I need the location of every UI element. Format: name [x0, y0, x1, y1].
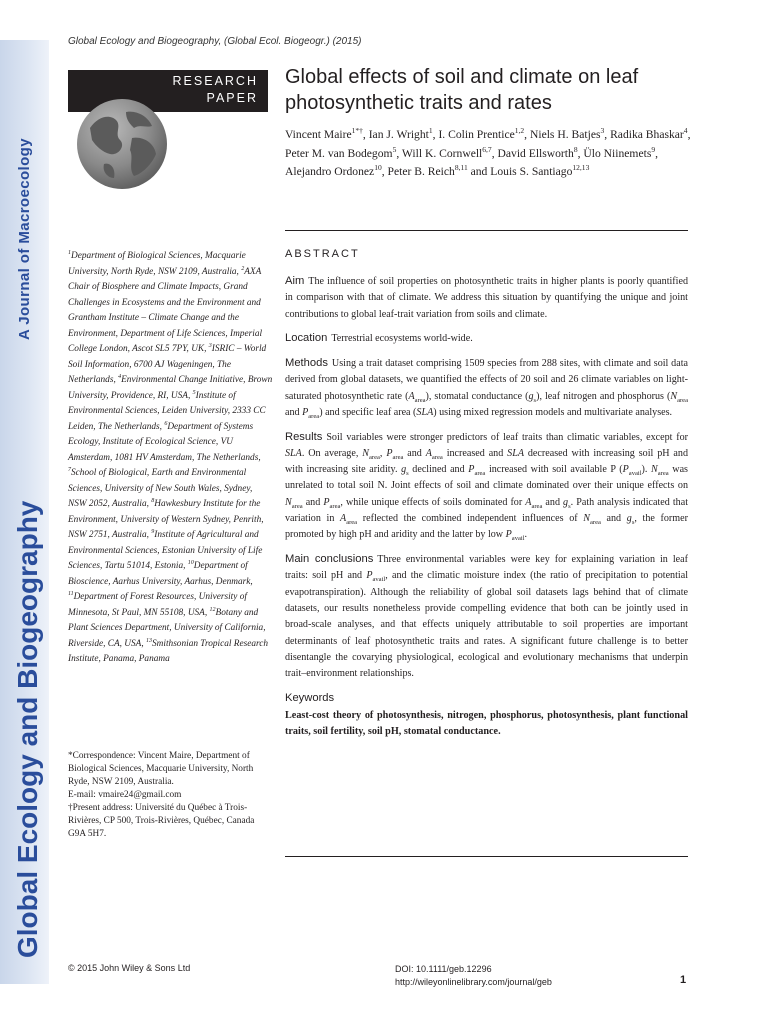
sidebar-tagline: A Journal of Macroecology — [16, 138, 33, 340]
affiliation-text: Department of Bioscience, Aarhus University, Aarhus, Denmark, — [68, 561, 253, 587]
journal-citation: Global Ecology and Biogeography, (Global Ecol. Biogeogr.) (2015) — [68, 36, 362, 47]
author-name: Alejandro Ordonez$^{10}$ — [285, 163, 382, 178]
affiliation-number: 13 — [145, 637, 153, 644]
affiliation-number: 2 — [241, 265, 245, 272]
author-name: David Ellsworth$^8$ — [497, 144, 578, 160]
affiliation-text: Smithsonian Tropical Research Institute, Panama, Panama — [68, 638, 269, 664]
author-name: Ian J. Wright$^1$ — [368, 126, 433, 141]
abstract-section-text: Terrestrial ecosystems world-wide. — [331, 333, 473, 345]
affiliation-number: 11 — [68, 590, 74, 597]
copyright: © 2015 John Wiley & Sons Ltd — [68, 963, 191, 973]
page-number: 1 — [680, 974, 687, 986]
abstract-section-label: Location — [285, 332, 328, 345]
rule-bottom — [285, 856, 688, 857]
affiliation-number: 3 — [208, 342, 212, 349]
keywords-heading: Keywords — [285, 691, 335, 704]
affiliation-text: School of Biological, Earth and Environmental Sciences, University of New South Wales, Sydney, NSW 2052, Australia, — [68, 468, 253, 509]
abstract-section-label: Aim — [285, 275, 305, 287]
author-name: I. Colin Prentice$^{1,2}$ — [438, 126, 525, 141]
affiliation-text: Botany and Plant Sciences Department, University of California, Riverside, CA, USA, — [68, 607, 266, 649]
affiliation-number: 8 — [151, 497, 155, 504]
affiliation-number: 5 — [192, 389, 196, 396]
author-affiliation-marker: 1,2 — [514, 126, 525, 136]
abstract-heading: ABSTRACT — [285, 248, 360, 260]
affiliation-text: Department of Forest Resources, University of Minnesota, St Paul, MN 55108, USA, — [68, 592, 247, 618]
abstract-body — [285, 273, 688, 741]
journal-sidebar — [0, 40, 49, 984]
author-affiliation-marker: 4 — [683, 126, 688, 136]
abstract-section-label: Main conclusions — [285, 553, 374, 566]
affiliation-number: 9 — [151, 528, 155, 535]
affiliations — [68, 249, 273, 668]
author-affiliation-marker: 9 — [651, 144, 656, 154]
abstract-section-label: Results — [285, 430, 323, 443]
affiliation-text: Department of Systems Ecology, Institute of Ecological Science, VU Amsterdam, 1081 HV Amsterdam, The Netherlands, — [68, 421, 261, 463]
abstract-sections — [285, 273, 688, 682]
author-name: Radika Bhaskar$^4$ — [610, 126, 688, 141]
abstract-section — [285, 273, 688, 323]
author-affiliation-marker: 3 — [600, 126, 605, 136]
affiliation-number: 10 — [187, 559, 194, 566]
article-title: Global effects of soil and climate on leaf photosynthetic traits and rates — [285, 66, 639, 114]
affiliation-text: AXA Chair of Biosphere and Climate Impacts, Grand Challenges in Ecosystems and the Environment and Grantham Institute – Climate Change and the Environment, Department of Life Sciences, Imperial College London, Ascot SL5 7PY, UK, — [68, 266, 263, 354]
sidebar-journal-name: Global Ecology and Biogeography — [12, 500, 43, 958]
keywords-text: Least-cost theory of photosynthesis, nitrogen, phosphorus, photosynthesis, plant functional traits, soil fertility, soil pH, stomatal conductance. — [285, 710, 688, 738]
abstract-section-text: Three environmental variables were key for explaining variation in leaf traits: soil pH and $P_{avail}$, and the climatic moisture index (the ratio of precipitation to potential evapotranspiration). Although the reliability of global soil datasets lags behind that of climate datasets, our results nonetheless provide compelling evidence that both can be jointly used in broad-scale analyses, and that effects uniquely attributable to soil properties are important determinants of leaf photosynthetic traits and rates. A significant future challenge is to better disentangle the covarying physiological, ecological and evolutionary mechanisms that underpin trait–environment relationships. — [285, 554, 688, 680]
abstract-section — [285, 429, 688, 544]
author-affiliation-marker: 5 — [392, 144, 397, 154]
affiliation-number: 6 — [164, 420, 168, 427]
doi: DOI: 10.1111/geb.12296 — [395, 964, 492, 974]
journal-url-link[interactable]: http://wileyonlinelibrary.com/journal/geb — [395, 977, 552, 987]
author-name: Peter B. Reich$^{8,11}$ — [387, 163, 468, 178]
affiliation-text: ISRIC – World Soil Information, 6700 AJ Wageningen, The Netherlands, — [68, 344, 267, 385]
author-affiliation-marker: 1 — [428, 126, 433, 136]
author-affiliation-marker: 12,13 — [572, 163, 590, 173]
abstract-section-text: Using a trait dataset comprising 1509 species from 288 sites, with climate and soil data derived from global datasets, we quantified the effects of 20 soil and 26 climate variables on light-saturated photosynthetic rate $(A_{area})$, stomatal conductance $(g_s)$, leaf nitrogen and phosphorus ($N_{area}$ and $P_{area}$) and specific leaf area (SLA) using mixed regression models and multivariate analyses. — [285, 357, 688, 420]
abstract-section — [285, 355, 688, 421]
author-name: Peter M. van Bodegom$^5$ — [285, 144, 397, 160]
badge-line-2: PAPER — [206, 91, 258, 105]
affiliation-text: Institute of Environmental Sciences, Leiden University, 2333 CC Leiden, The Netherlands, — [68, 390, 266, 432]
abstract-section-label: Methods — [285, 356, 328, 369]
author-affiliation-marker: 1*† — [351, 126, 363, 136]
affiliation-text: Environmental Change Initiative, Brown University, Providence, RI, USA, — [68, 375, 273, 401]
affiliation-number: 7 — [68, 466, 72, 473]
badge-line-1: RESEARCH — [172, 74, 258, 88]
present-address: †Present address: Université du Québec à Trois-Rivières, CP 500, Trois-Rivières, Québec, Canada G9A 5H7. — [68, 803, 255, 839]
author-affiliation-marker: 8,11 — [454, 163, 468, 173]
rule-top — [285, 230, 688, 231]
author-name: Ülo Niinemets$^9$ — [583, 144, 656, 160]
author-affiliation-marker: 8 — [573, 144, 578, 154]
correspondence-email: E-mail: vmaire24@gmail.com — [68, 790, 182, 800]
affiliation-number: 12 — [209, 606, 216, 613]
correspondence-address: *Correspondence: Vincent Maire, Department of Biological Sciences, Macquarie University, North Ryde, NSW 2109, Australia. — [68, 751, 254, 787]
footer-links — [395, 963, 552, 989]
abstract-section-text: Soil variables were stronger predictors of leaf traits than climatic variables, except for SLA. On average, $N_{area}$, $P_{area}$ and $A_{area}$ increased and SLA decreased with increasing soil pH and with increasing site aridity. $g_s$ declined and $P_{area}$ increased with soil available P $(P_{avail})$. $N_{area}$ was unrelated to total soil N. Joint effects of soil and climate dominated over their unique effects on $N_{area}$ and $P_{area}$, while unique effects of soils dominated for $A_{area}$ and $g_s$. Path analysis indicated that variation in $A_{area}$ reflected the combined independent influences of $N_{area}$ and $g_s$, the former promoted by high pH and aridity and the latter by low $P_{avail}$. — [285, 431, 688, 543]
abstract-section-text: The influence of soil properties on photosynthetic traits in higher plants is poorly quantified in comparison with that of climate. We address this situation by quantifying the unique and joint contributions to global leaf-trait variation from soils and climate. — [285, 276, 688, 320]
author-name: Vincent Maire$^{1*\dagger}$ — [285, 126, 363, 141]
affiliation-text: Hawkesbury Institute for the Environment, University of Western Sydney, Penrith, NSW 2751, Australia, — [68, 499, 264, 540]
author-affiliation-marker: 6,7 — [482, 144, 492, 154]
abstract-section — [285, 551, 688, 682]
affiliation-number: 4 — [118, 373, 122, 380]
author-name: Louis S. Santiago$^{12,13}$ — [490, 163, 590, 178]
affiliation-number: 1 — [68, 249, 72, 256]
affiliation-text: Institute of Agricultural and Environmental Sciences, Estonian University of Life Sciences, Tartu 51014, Estonia, — [68, 530, 263, 571]
abstract-section — [285, 330, 688, 347]
author-name: Niels H. Batjes$^3$ — [529, 126, 605, 141]
correspondence — [68, 750, 273, 841]
author-list: Vincent Maire$^{1*\dagger}$, Ian J. Wright$^1$, I. Colin Prentice$^{1,2}$, Niels H. Batjes$^3$, Radika Bhaskar$^4$, Peter M. van Bodegom$^5$, Will K. Cornwell$^{6,7}$, David Ellsworth$^8$, Ülo Niinemets$^9$, Alejandro Ordonez$^{10}$, Peter B. Reich$^{8,11}$ and Louis S. Santiago$^{12,13}$ — [285, 126, 691, 178]
author-affiliation-marker: 10 — [374, 163, 382, 173]
globe-icon — [76, 98, 168, 190]
author-name: Will K. Cornwell$^{6,7}$ — [401, 144, 492, 160]
affiliation-text: Department of Biological Sciences, Macquarie University, North Ryde, NSW 2109, Australia, — [68, 251, 246, 277]
